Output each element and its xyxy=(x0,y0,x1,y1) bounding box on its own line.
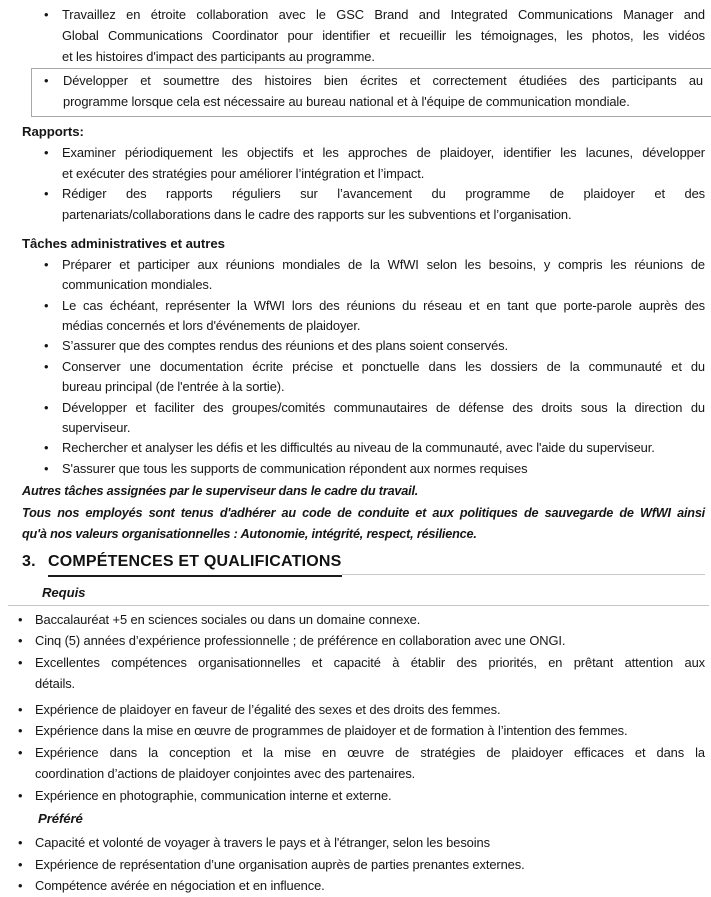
bullet-item xyxy=(18,609,705,631)
bullet-text xyxy=(62,5,705,67)
text-line: et les histoires d'impact des participants au programme. xyxy=(62,48,375,64)
bullet-icon: • xyxy=(44,73,49,89)
text-line: Expérience de représentation d’une organisation auprès de parties prenantes externes. xyxy=(35,856,525,872)
bullet-icon: • xyxy=(18,787,23,803)
bullet-item xyxy=(22,398,705,439)
bullet-icon: • xyxy=(18,701,23,717)
taches-bullet-list xyxy=(22,255,705,479)
bullet-icon: • xyxy=(44,440,49,456)
text-line: Tous nos employés sont tenus d'adhérer au code de conduite et aux politiques de sauvegarde de WfWI ainsi xyxy=(22,505,705,520)
text-line: et exécuter des stratégies pour améliorer l’intégration et l’impact. xyxy=(62,165,425,181)
bullet-text xyxy=(35,652,705,695)
bullet-icon: • xyxy=(44,7,49,22)
competences-title: COMPÉTENCES ET QUALIFICATIONS xyxy=(48,550,342,577)
bullet-icon: • xyxy=(44,297,49,313)
bullet-item xyxy=(22,459,705,479)
bullet-text xyxy=(35,609,705,631)
bullet-text xyxy=(62,357,705,398)
bullet-item xyxy=(18,854,705,876)
bullet-item xyxy=(18,875,705,897)
bullet-text xyxy=(62,336,705,356)
bullet-text xyxy=(35,630,705,652)
text-line: Expérience dans la conception et la mise en œuvre de stratégies de plaidoyer efficaces et dans la xyxy=(35,744,705,760)
taches-heading: Tâches administratives et autres xyxy=(22,235,225,251)
text-line: Expérience dans la mise en œuvre de programmes de plaidoyer et de formation à l’intention des femmes. xyxy=(35,723,628,739)
bullet-item xyxy=(18,720,705,742)
bullet-icon: • xyxy=(44,256,49,272)
bullet-text xyxy=(35,720,705,742)
bullet-text xyxy=(62,398,705,439)
bullet-icon: • xyxy=(18,723,23,739)
bullet-item xyxy=(22,357,705,398)
text-line: détails. xyxy=(35,676,76,692)
competences-heading-row xyxy=(22,550,705,577)
bullet-text xyxy=(62,255,705,296)
text-line: Expérience en photographie, communication interne et externe. xyxy=(35,787,392,803)
text-line: S’assurer que des comptes rendus des réunions et des plans soient conservés. xyxy=(62,338,508,354)
note-paragraph xyxy=(22,481,705,502)
bullet-text xyxy=(35,854,705,876)
note-paragraphs xyxy=(22,481,705,545)
bullet-icon: • xyxy=(18,744,23,760)
rapports-heading: Rapports: xyxy=(22,123,84,139)
bullet-text xyxy=(35,832,705,854)
prefere-bullet-list xyxy=(18,832,705,897)
text-line: Expérience de plaidoyer en faveur de l’égalité des sexes et des droits des femmes. xyxy=(35,701,501,717)
bullet-item xyxy=(22,255,705,296)
requis-rule-line xyxy=(8,605,709,606)
bullet-item xyxy=(22,5,705,67)
text-line: partenariats/collaborations dans le cadre des rapports sur les subventions et l’organisation. xyxy=(62,207,572,223)
bullet-icon: • xyxy=(44,358,49,374)
bullet-text xyxy=(62,184,705,226)
bullet-text xyxy=(35,785,705,807)
text-line: Compétence avérée en négociation et en influence. xyxy=(35,878,325,894)
heading-rule-line xyxy=(342,574,705,575)
text-line: communication mondiales. xyxy=(62,277,213,293)
rapports-bullet-list xyxy=(22,143,705,226)
text-line: Excellentes compétences organisationnelles et capacité à établir des priorités, en prêtant attention aux xyxy=(35,654,705,670)
bullet-text xyxy=(62,296,705,337)
text-line: superviseur. xyxy=(62,420,131,436)
bullet-text xyxy=(63,71,703,113)
bullet-item xyxy=(22,184,705,226)
bullet-icon: • xyxy=(18,633,23,649)
text-line: coordination d’actions de plaidoyer conjointes avec des partenaires. xyxy=(35,766,416,782)
bullet-icon: • xyxy=(44,460,49,476)
bullet-text xyxy=(62,459,705,479)
text-line: Préparer et participer aux réunions mondiales de la WfWI selon les besoins, y compris les réunions de xyxy=(62,256,705,272)
bullet-item xyxy=(18,652,705,695)
text-line: Travaillez en étroite collaboration avec le GSC Brand and Integrated Communications Manager and xyxy=(62,7,705,22)
text-line: bureau principal (de l'entrée à la sortie). xyxy=(62,379,285,395)
bullet-item xyxy=(22,438,705,458)
text-line: qu'à nos valeurs organisationnelles : Autonomie, intégrité, respect, résilience. xyxy=(22,526,477,541)
requis-label: Requis xyxy=(42,585,86,601)
bullet-item xyxy=(31,68,711,117)
text-line: Capacité et volonté de voyager à travers le pays et à l'étranger, selon les besoins xyxy=(35,835,490,851)
text-line: Conserver une documentation écrite précise et ponctuelle dans les dossiers de la communauté et du xyxy=(62,358,705,374)
bullet-icon: • xyxy=(44,338,49,354)
bullet-icon: • xyxy=(18,878,23,894)
bullet-text xyxy=(35,699,705,721)
bullet-icon: • xyxy=(18,856,23,872)
text-line: médias concernés et lors d'événements de plaidoyer. xyxy=(62,317,361,333)
bullet-text xyxy=(62,143,705,185)
text-line: Développer et faciliter des groupes/comités communautaires de défense des droits sous la direction du xyxy=(62,399,705,415)
bullet-item xyxy=(18,699,705,721)
text-line: Rechercher et analyser les défis et les difficultés au niveau de la communauté, avec l'aide du superviseur. xyxy=(62,440,655,456)
bullet-item xyxy=(22,143,705,185)
text-line: Baccalauréat +5 en sciences sociales ou dans un domaine connexe. xyxy=(35,611,421,627)
text-line: Cinq (5) années d’expérience professionnelle ; de préférence en collaboration avec une ONGI. xyxy=(35,633,566,649)
note-paragraph xyxy=(22,503,705,546)
prefere-label: Préféré xyxy=(38,811,83,827)
bullet-icon: • xyxy=(18,654,23,670)
text-line: Examiner périodiquement les objectifs et les approches de plaidoyer, identifier les lacunes, développer xyxy=(62,144,705,160)
bullet-item xyxy=(18,832,705,854)
bullet-icon: • xyxy=(44,186,49,202)
bullet-item xyxy=(18,785,705,807)
requis-bullet-list xyxy=(18,609,705,807)
bullet-item xyxy=(22,336,705,356)
bullet-icon: • xyxy=(44,399,49,415)
competences-number: 3. xyxy=(22,553,36,571)
bullet-item xyxy=(22,296,705,337)
bullet-icon: • xyxy=(44,144,49,160)
text-line: Développer et soumettre des histoires bien écrites et correctement étudiées des participants au xyxy=(63,73,703,89)
text-line: programme lorsque cela est nécessaire au bureau national et à l'équipe de communication mondiale. xyxy=(63,94,630,110)
bullet-text xyxy=(35,875,705,897)
text-line: Le cas échéant, représenter la WfWI lors des réunions du réseau et en tant que porte-parole auprès des xyxy=(62,297,705,313)
text-line: Autres tâches assignées par le superviseur dans le cadre du travail. xyxy=(22,484,419,499)
text-line: S'assurer que tous les supports de communication répondent aux normes requises xyxy=(62,460,528,476)
bullet-text xyxy=(35,742,705,785)
bullet-item xyxy=(18,742,705,785)
bullet-icon: • xyxy=(18,611,23,627)
text-line: Rédiger des rapports réguliers sur l’avancement du programme de plaidoyer et des xyxy=(62,186,705,202)
bullet-text xyxy=(62,438,705,458)
text-line: Global Communications Coordinator pour identifier et recueillir les témoignages, les photos, les vidéos xyxy=(62,27,705,43)
bullet-item xyxy=(18,630,705,652)
intro-bullet-list xyxy=(22,5,705,117)
bullet-icon: • xyxy=(18,835,23,851)
